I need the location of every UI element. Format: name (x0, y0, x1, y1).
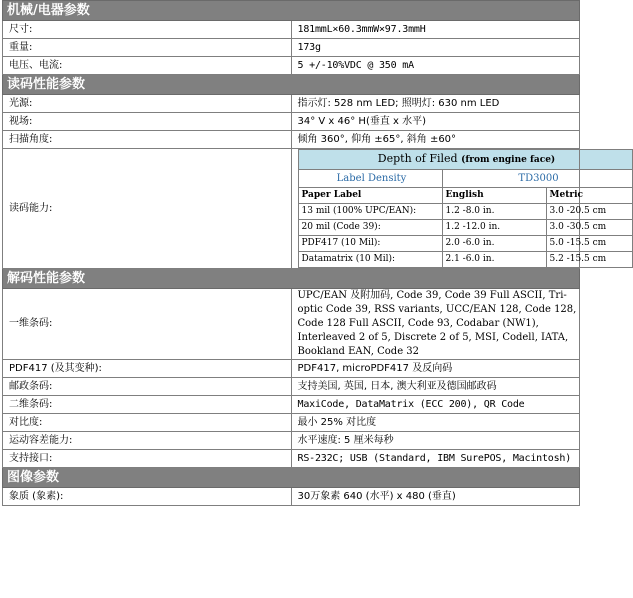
section-header-read (3, 75, 580, 95)
row-value: 最小 25% 对比度 (291, 414, 580, 432)
dof-model: TD3000 (442, 170, 632, 188)
row-label: 尺寸: (3, 21, 292, 39)
depth-of-field-table (298, 149, 633, 268)
dof-col-header: Paper Label (298, 188, 442, 204)
row-label: 重量: (3, 39, 292, 57)
row-label: 电压、电流: (3, 57, 292, 75)
dof-cell: 1.2 -8.0 in. (442, 204, 546, 220)
row-label: 扫描角度: (3, 131, 292, 149)
row-value: 181mmL×60.3mmW×97.3mmH (291, 21, 580, 39)
table-row (298, 252, 632, 268)
dof-density-label: Label Density (298, 170, 442, 188)
row-value: PDF417, microPDF417 及反向码 (291, 360, 580, 378)
row-fov (3, 113, 580, 131)
dof-title-text: Depth of Filed (377, 152, 458, 165)
row-light (3, 95, 580, 113)
row-power (3, 57, 580, 75)
section-header-mech (3, 1, 580, 21)
row-motion (3, 432, 580, 450)
section-title: 图像参数 (3, 468, 580, 488)
row-label: 象质 (象素): (3, 488, 292, 506)
section-title: 解码性能参数 (3, 269, 580, 289)
dof-title (298, 150, 632, 170)
table-row (298, 204, 632, 220)
row-value: 34° V x 46° H(垂直 x 水平) (291, 113, 580, 131)
dof-cell: 3.0 -20.5 cm (546, 204, 632, 220)
dof-cell: 1.2 -12.0 in. (442, 220, 546, 236)
row-read-ability (3, 149, 580, 269)
dof-cell: 5.0 -15.5 cm (546, 236, 632, 252)
row-size (3, 21, 580, 39)
section-header-decode (3, 269, 580, 289)
row-linear (3, 289, 580, 360)
row-label: 一维条码: (3, 289, 292, 360)
dof-cell: 2.1 -6.0 in. (442, 252, 546, 268)
row-label: 视场: (3, 113, 292, 131)
row-value: 5 +/-10%VDC @ 350 mA (291, 57, 580, 75)
row-2d (3, 396, 580, 414)
dof-col-header: English (442, 188, 546, 204)
depth-of-field-cell (291, 149, 607, 269)
spec-table (2, 0, 607, 506)
row-pixels (3, 488, 580, 506)
dof-cell: 2.0 -6.0 in. (442, 236, 546, 252)
dof-cell: Datamatrix (10 Mil): (298, 252, 442, 268)
dof-col-header: Metric (546, 188, 632, 204)
row-label: 支持接口: (3, 450, 292, 468)
dof-header-row (298, 188, 632, 204)
spec-sheet (2, 0, 607, 506)
section-title: 机械/电器参数 (3, 1, 580, 21)
table-row (298, 236, 632, 252)
row-label: 对比度: (3, 414, 292, 432)
dof-cell: 13 mil (100% UPC/EAN): (298, 204, 442, 220)
dof-cell: PDF417 (10 Mil): (298, 236, 442, 252)
row-value: 173g (291, 39, 580, 57)
row-label: 二维条码: (3, 396, 292, 414)
row-value: 30万象素 640 (水平) x 480 (垂直) (291, 488, 580, 506)
row-contrast (3, 414, 580, 432)
row-label: 光源: (3, 95, 292, 113)
row-label: 邮政条码: (3, 378, 292, 396)
dof-cell: 5.2 -15.5 cm (546, 252, 632, 268)
row-angle (3, 131, 580, 149)
row-value: MaxiCode, DataMatrix (ECC 200), QR Code (291, 396, 580, 414)
row-value: UPC/EAN 及附加码, Code 39, Code 39 Full ASCII, Tri-optic Code 39, RSS variants, UCC/EAN 128, Code 128, Code 128 Full ASCII, Code 93, Codabar (NW1), Interleaved 2 of 5, Discrete 2 of 5, MSI, Codell, IATA, Bookland EAN, Code 32 (291, 289, 580, 360)
row-weight (3, 39, 580, 57)
row-interface (3, 450, 580, 468)
dof-cell: 3.0 -30.5 cm (546, 220, 632, 236)
section-title: 读码性能参数 (3, 75, 580, 95)
table-row (298, 220, 632, 236)
row-label: 运动容差能力: (3, 432, 292, 450)
dof-title-note: (from engine face) (461, 155, 556, 165)
row-label: PDF417 (及其变种): (3, 360, 292, 378)
row-value: 支持美国, 英国, 日本, 澳大利亚及德国邮政码 (291, 378, 580, 396)
dof-cell: 20 mil (Code 39): (298, 220, 442, 236)
row-value: 倾角 360°, 仰角 ±65°, 斜角 ±60° (291, 131, 580, 149)
row-label: 读码能力: (3, 149, 292, 269)
section-header-image (3, 468, 580, 488)
row-value: 水平速度: 5 厘米每秒 (291, 432, 580, 450)
row-value: 指示灯: 528 nm LED; 照明灯: 630 nm LED (291, 95, 580, 113)
row-postal (3, 378, 580, 396)
row-pdf417 (3, 360, 580, 378)
row-value: RS-232C; USB (Standard, IBM SurePOS, Macintosh) (291, 450, 580, 468)
